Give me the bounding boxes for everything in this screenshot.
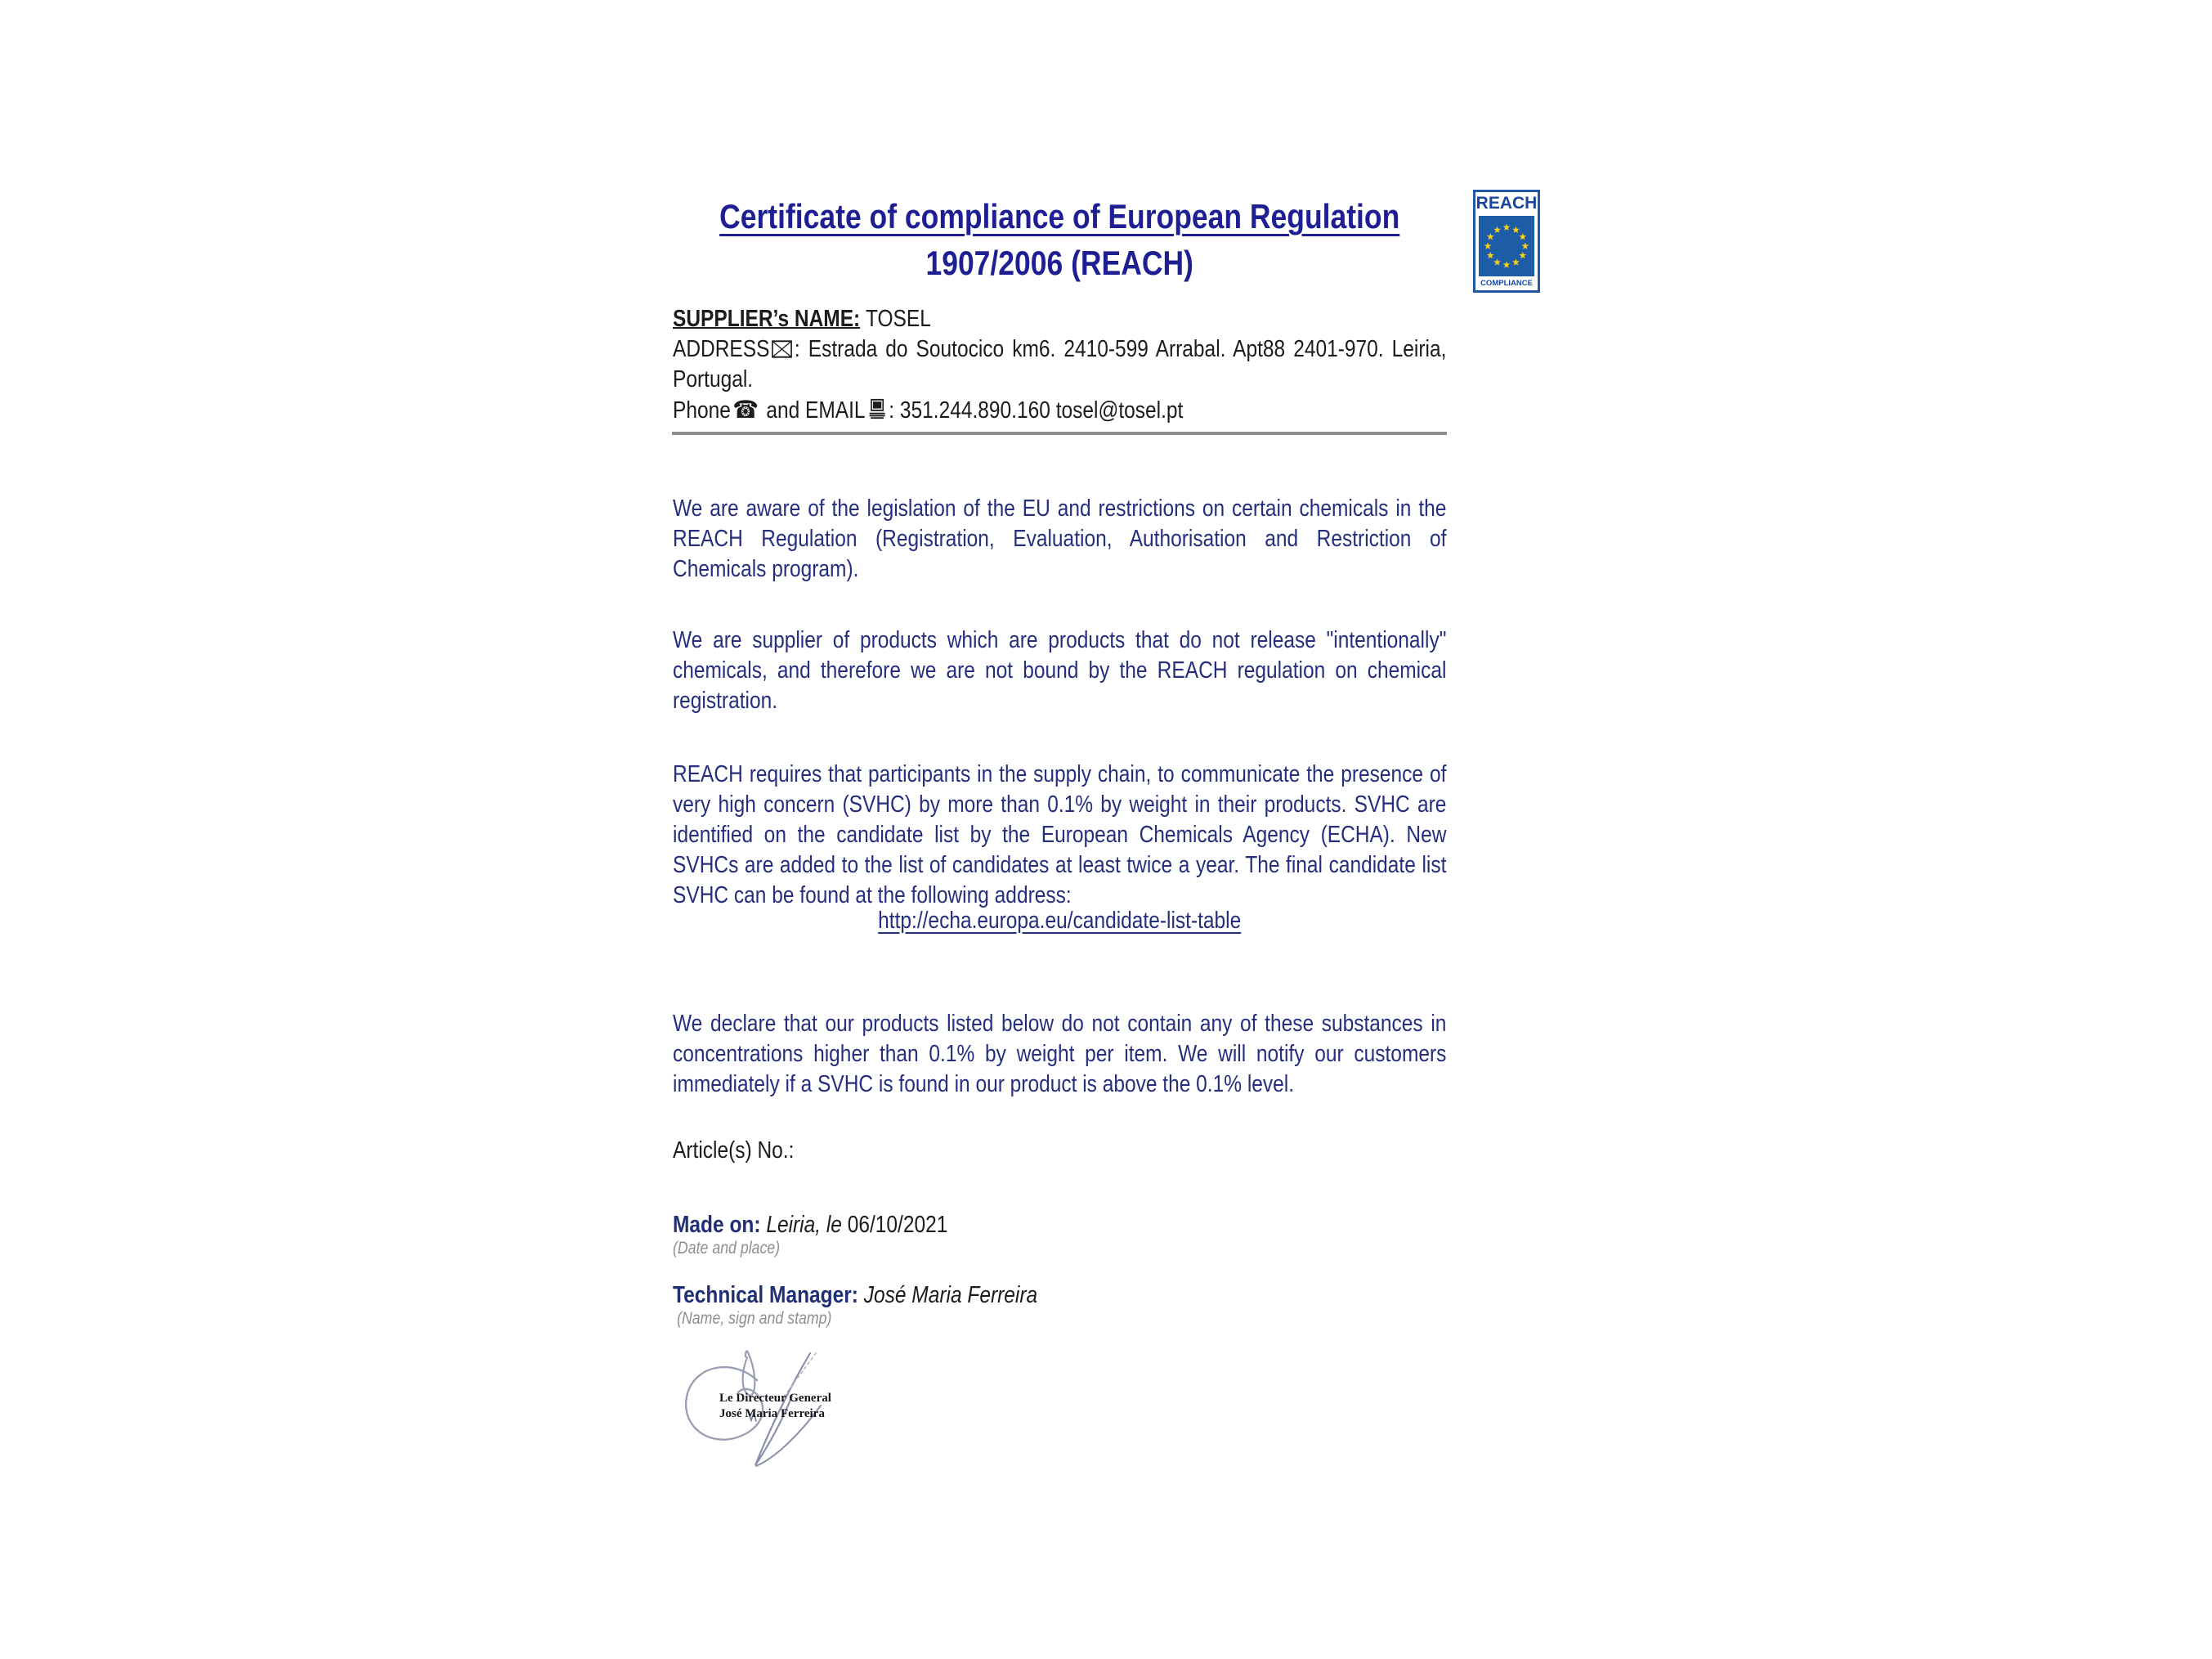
eu-stars-icon — [1479, 216, 1534, 276]
telephone-icon: ☎ — [732, 396, 759, 424]
supplier-block — [673, 304, 1446, 426]
document-title — [673, 193, 1446, 286]
supplier-contact-line — [673, 395, 1446, 426]
name-sign-stamp-hint: (Name, sign and stamp) — [677, 1309, 832, 1328]
made-on-date: 06/10/2021 — [847, 1212, 948, 1238]
compliance-logo-text: COMPLIANCE — [1480, 279, 1533, 288]
date-place-hint: (Date and place) — [673, 1239, 781, 1258]
made-on-line — [673, 1210, 1446, 1240]
address-value: Estrada do Soutocico km6. 2410-599 Arrabal. Apt88 2401-970. Leiria, Portugal. — [673, 336, 1447, 392]
paragraph-supplier-statement: We are supplier of products which are products that do not release "intentionally" chemicals, and therefore we are not bound by the REACH regulation on chemical registration. — [673, 627, 1447, 714]
supplier-address-line — [673, 334, 1446, 395]
document-title-line1: Certificate of compliance of European Regulation — [719, 197, 1400, 235]
document-title-line2: 1907/2006 (REACH) — [925, 244, 1193, 282]
technical-manager-label: Technical Manager: — [673, 1282, 858, 1308]
candidate-list-link[interactable]: http://echa.europa.eu/candidate-list-table — [878, 908, 1242, 934]
link-line — [673, 906, 1446, 936]
computer-icon — [867, 398, 887, 420]
phone-label: Phone — [673, 397, 731, 424]
paragraph-awareness: We are aware of the legislation of the EU and restrictions on certain chemicals in the REACH Regulation (Registration, Evaluation, Authorisation and Restriction of Chemicals program). — [673, 495, 1447, 582]
signature-title: Le Directeur General — [719, 1392, 831, 1405]
address-label: ADDRESS — [673, 336, 770, 362]
signature-text — [719, 1391, 831, 1422]
signature-name: José Maria Ferreira — [719, 1407, 825, 1420]
made-on-place: Leiria, le — [766, 1212, 842, 1238]
address-colon: : — [794, 336, 808, 362]
reach-compliance-logo — [1473, 190, 1540, 293]
made-on-label: Made on: — [673, 1212, 761, 1238]
supplier-name-line — [673, 304, 1446, 334]
technical-manager-line — [673, 1280, 1446, 1310]
paragraph-declaration: We declare that our products listed below do not contain any of these substances in concentrations higher than 0.1% by weight per item. We will notify our customers immediately if a SVHC is found in our product is above the 0.1% level. — [673, 1011, 1447, 1097]
supplier-name-label: SUPPLIER’s NAME: — [673, 306, 861, 332]
signature-strokes-icon — [677, 1346, 955, 1509]
contact-colon: : — [889, 397, 900, 424]
email-label: and EMAIL — [760, 397, 866, 424]
technical-manager-name: José Maria Ferreira — [863, 1282, 1038, 1308]
divider-rule — [672, 432, 1447, 435]
supplier-name-value: TOSEL — [865, 306, 931, 332]
signature-area — [677, 1346, 955, 1509]
envelope-icon — [772, 339, 792, 359]
contact-value: 351.244.890.160 tosel@tosel.pt — [899, 397, 1184, 424]
article-number-label: Article(s) No.: — [673, 1137, 795, 1164]
reach-logo-text: REACH — [1475, 194, 1538, 213]
paragraph-svhc-requirements: REACH requires that participants in the supply chain, to communicate the presence of very high concern (SVHC) by more than 0.1% by weight in their products. SVHC are identified on the candidate list by the European Chemicals Agency (ECHA). New SVHCs are added to the list of candidates at least twice a year. The final candidate list SVHC can be found at the following address: — [673, 761, 1447, 908]
